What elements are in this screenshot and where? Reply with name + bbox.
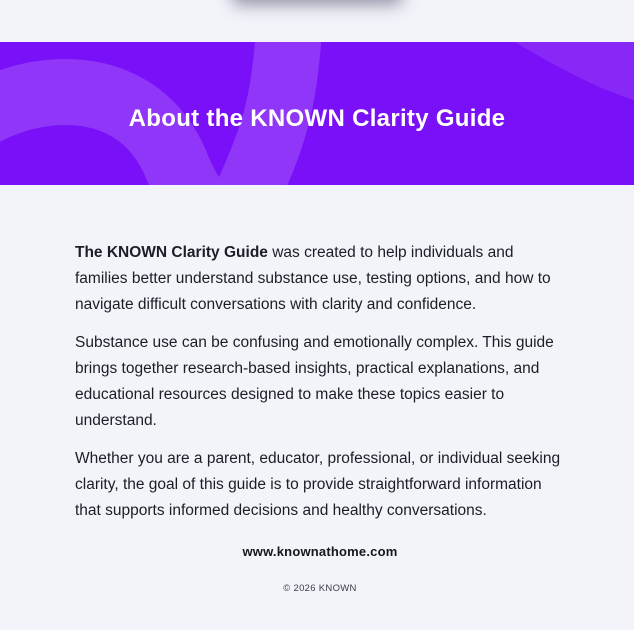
website-url: www.knownathome.com [242, 544, 398, 559]
page-footer [75, 539, 565, 602]
paragraph-3: Whether you are a parent, educator, professional, or individual seeking clarity, the goal of this guide is to provide straightforward information that supports informed decisions and healthy conversations. [75, 450, 561, 519]
paragraph-1 [75, 240, 565, 318]
paragraph-1-bold-lead: The KNOWN Clarity Guide [75, 244, 268, 261]
body-content [0, 185, 634, 602]
copyright-notice: © 2026 KNOWN [283, 583, 357, 594]
page-title: About the KNOWN Clarity Guide [128, 104, 506, 132]
header-banner [0, 42, 634, 185]
paragraph-1-text: was created to help individuals and families better understand substance use, testing options, and how to navigate difficult conversations with clarity and confidence. [75, 244, 551, 313]
paragraph-2: Substance use can be confusing and emotionally complex. This guide brings together research-based insights, practical explanations, and educational resources designed to make these topics easier to understand. [75, 334, 554, 429]
